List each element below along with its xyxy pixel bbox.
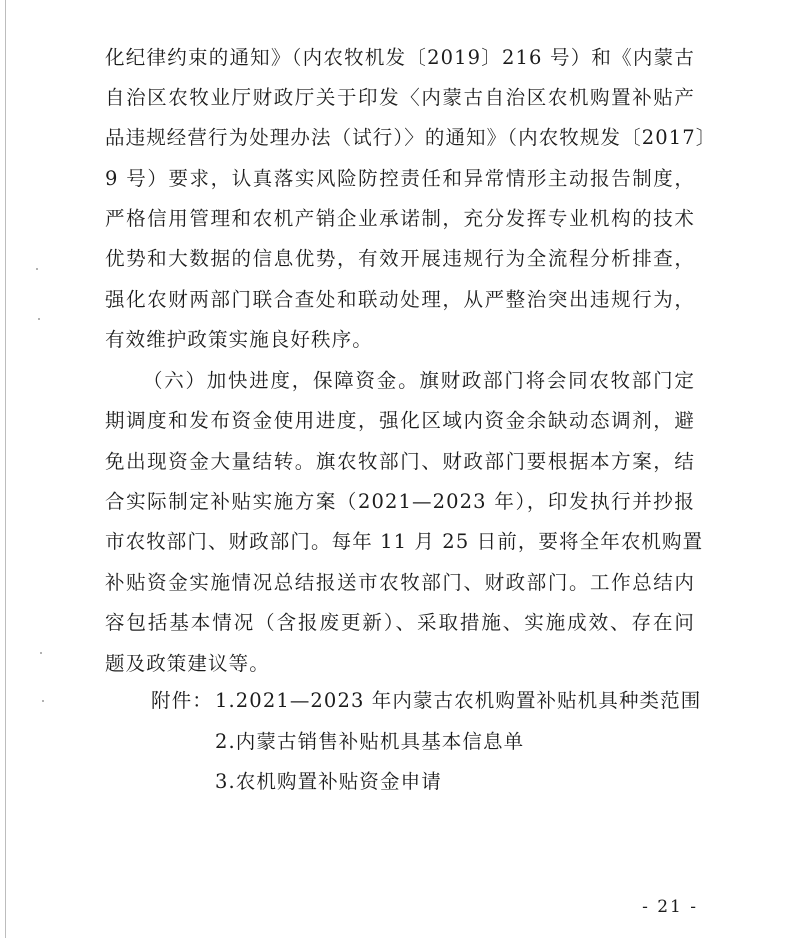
paragraph-1-line-6: 优势和大数据的信息优势，有效开展违规行为全流程分析排查， <box>105 247 695 270</box>
scan-speck <box>40 652 42 654</box>
page-number: - 21 - <box>642 897 698 917</box>
paragraph-2-line-5: 市农牧部门、财政部门。每年 11 月 25 日前，要将全年农机购置 <box>105 530 704 553</box>
paragraph-2-line-6: 补贴资金实施情况总结报送市农牧部门、财政部门。工作总结内 <box>105 571 695 594</box>
paragraph-1-line-5: 严格信用管理和农机产销企业承诺制，充分发挥专业机构的技术 <box>105 207 695 230</box>
paragraph-1-line-4: 9 号）要求，认真落实风险防控责任和异常情形主动报告制度， <box>105 167 695 190</box>
paragraph-2-line-3: 免出现资金大量结转。旗农牧部门、财政部门要根据本方案，结 <box>105 450 695 473</box>
paragraph-1-line-7: 强化农财两部门联合查处和联动处理，从严整治突出违规行为， <box>105 288 695 311</box>
paragraph-2-line-8: 题及政策建议等。 <box>105 652 270 675</box>
paragraph-2-line-4: 合实际制定补贴实施方案（2021—2023 年），印发执行并抄报 <box>105 490 695 513</box>
attachments-label: 附件： <box>151 689 213 712</box>
attachment-item-1: 1.2021—2023 年内蒙古农机购置补贴机具种类范围 <box>215 689 702 712</box>
paragraph-1-line-2: 自治区农牧业厅财政厅关于印发〈内蒙古自治区农机购置补贴产 <box>105 86 695 109</box>
paragraph-1-line-1: 化纪律约束的通知》（内农牧机发〔2019〕216 号）和《内蒙古 <box>105 46 695 69</box>
paragraph-1-line-8: 有效维护政策实施良好秩序。 <box>105 328 373 351</box>
scan-speck <box>42 700 44 702</box>
paragraph-1-line-3: 品违规经营行为处理办法（试行）〉的通知》（内农牧规发〔2017〕 <box>105 126 717 149</box>
paragraph-2-line-7: 容包括基本情况（含报废更新）、采取措施、实施成效、存在问 <box>105 611 695 634</box>
attachment-item-2: 2.内蒙古销售补贴机具基本信息单 <box>215 730 525 753</box>
paragraph-2-line-2: 期调度和发布资金使用进度，强化区域内资金余缺动态调剂，避 <box>105 409 695 432</box>
scan-speck <box>36 268 38 270</box>
scan-speck <box>38 318 40 320</box>
paragraph-2-line-1: （六）加快进度，保障资金。旗财政部门将会同农牧部门定 <box>143 369 695 392</box>
attachment-item-3: 3.农机购置补贴资金申请 <box>215 770 442 793</box>
